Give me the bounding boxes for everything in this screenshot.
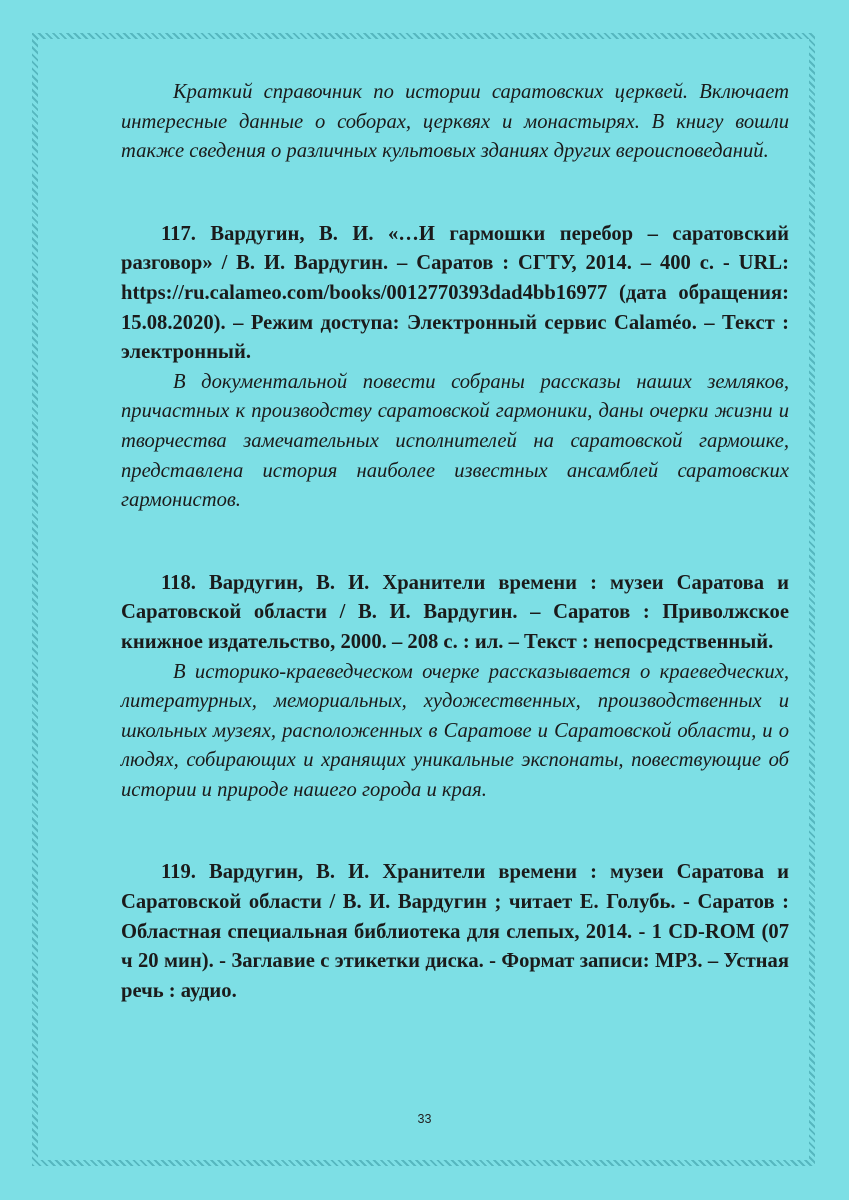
annotation-paragraph: В историко-краеведческом очерке рассказывается о краеведческих, литературных, мемориальных, художественных, производственных и школьных музеях, расположенных в Саратове и Саратовской области, и о людях, собирающих и хранящих уникальные экспонаты, повествующие об истории и природе нашего города и края. — [121, 660, 789, 801]
annotation-paragraph: В документальной повести собраны рассказы наших земляков, причастных к производству саратовской гармоники, даны очерки жизни и творчества замечательных исполнителей на саратовской гармошке, представлена история наиболее известных ансамблей саратовских гармонистов. — [121, 370, 789, 512]
bibliographic-entry-117: 117. Вардугин, В. И. «…И гармошки перебор – саратовский разговор» / В. И. Вардугин. – Саратов : СГТУ, 2014. – 400 с. - URL: https://ru.calameo.com/books/0012770393dad4bb16977 (дата обращения: 15.08.2020). – Режим доступа: Электронный сервис Calaméo. – Текст : электронный. — [121, 222, 789, 364]
bibliographic-entry-119: 119. Вардугин, В. И. Хранители времени : музеи Саратова и Саратовской области / В. И. Вардугин ; читает Е. Голубь. - Саратов : Областная специальная библиотека для слепых, 2014. - 1 CD-ROM (07 ч 20 мин). - Заглавие с этикетки диска. - Формат записи: MP3. – Устная речь : аудио. — [121, 861, 789, 1002]
bibliographic-entry-118: 118. Вардугин, В. И. Хранители времени : музеи Саратова и Саратовской области / В. И. Вардугин. – Саратов : Приволжское книжное издательство, 2000. – 208 с. : ил. – Текст : непосредственный. — [121, 571, 789, 653]
annotation-paragraph: Краткий справочник по истории саратовских церквей. Включает интересные данные о соборах, церквях и монастырях. В книгу вошли также сведения о различных культовых зданиях других вероисповеданий. — [121, 81, 789, 163]
page-number: 33 — [417, 1112, 432, 1126]
document-body — [121, 78, 789, 1006]
